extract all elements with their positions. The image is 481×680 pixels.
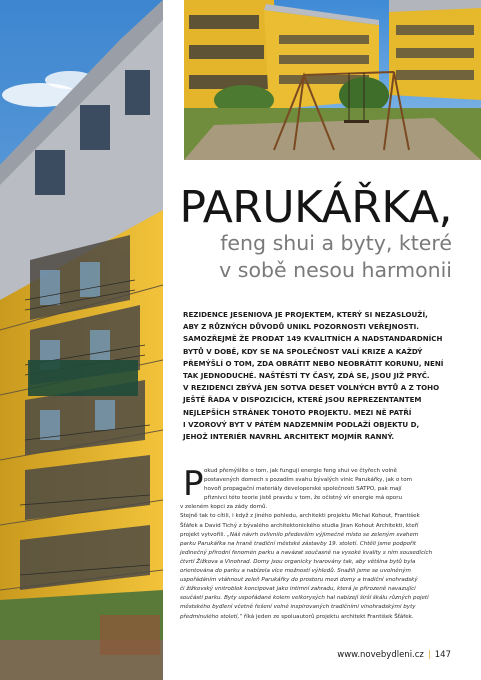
quote-line: či žižkovský vnitroblok koncipovat jako intimní zahradu, která je přirozeně navazující — [180, 586, 416, 593]
body-line: Šťáfek a David Tichý z bývalého architektonického studia Jiran Kohout Architekti, kteří — [180, 522, 419, 529]
body-line: Stejně tak to cítili, i když z jiného pohledu, architekti projektu Michal Kohout, František — [180, 513, 420, 520]
page-footer — [337, 650, 451, 660]
lead-line: ABY Z RŮZNÝCH DŮVODŮ UNIKL POZORNOSTI VEŘEJNOSTI. — [183, 322, 419, 332]
lead-line: PŘEMÝŠLÍ O TOM, ZDA OBRÁTIT NEBO NEOBRÁTIT KORUNU, NENÍ — [183, 358, 444, 368]
lead-line: SAMOZŘEJMĚ ŽE PRODAT 149 KVALITNÍCH A NADSTANDARDNÍCH — [183, 334, 443, 344]
lead-line: V REZIDENCI ZBÝVÁ JEN SOTVA DESET VOLNÝCH BYTŮ A Z TOHO — [183, 383, 440, 393]
page-title: PARUKÁŘKA, — [179, 182, 452, 233]
lead-line: BYTŮ V DOBĚ, KDY SE NA SPOLEČNOST VALÍ KRIZE A KAŽDÝ — [183, 346, 423, 356]
lead-paragraph — [183, 309, 463, 443]
subtitle-line: v sobě nesou harmonii — [219, 258, 452, 282]
quote-line: orientována do parku a nabízela více možností výhledů. Snažili jsme se uvolněným — [180, 568, 411, 575]
lead-line: REZIDENCE JESENIOVA JE PROJEKTEM, KTERÝ SI NEZASLOUŽÍ, — [183, 310, 428, 319]
body-line: hovoří propagační materiály developerské společnosti SATPO, pak mají — [204, 486, 402, 493]
body-line: okud přemýšlíte o tom, jak funguji energie feng shui ve čtyřech volně — [204, 468, 397, 474]
lead-line: JEHOŽ INTERIÉR NAVRHL ARCHITEKT MOJMÍR RANNÝ. — [183, 432, 395, 442]
page-subtitle — [162, 230, 452, 284]
courtyard-playground-photo — [184, 0, 481, 160]
body-text — [180, 464, 462, 622]
lead-line: JEŠTĚ ŘADA V DISPOZICÍCH, KTERÉ JSOU REPREZENTANTEM — [183, 395, 422, 405]
lead-line: TAK JEDNODUCHÉ. NAŠTĚSTÍ TY ČASY, ZDÁ SE, JSOU JIŽ PRYČ. — [183, 371, 430, 381]
body-line: v zeleném kopci za zády domů. — [180, 504, 268, 511]
quote-line: parku Parukářka na hraně tradiční městské zástavby 19. století. Chtěli jsme podpořit — [180, 540, 417, 547]
quote-line: čtvrtí Žižkova a Vinohrad. Domy jsou organicky tvarovány tak, aby většina bytů byla — [180, 558, 416, 565]
body-line — [180, 613, 462, 622]
body-text-run: říká jeden ze spoluautorů projektu architekt František Šťáfek. — [242, 613, 414, 620]
quote-text: „Náš návrh ovlivnilo především výjimečné místo se zeleným svahem — [227, 531, 419, 538]
body-line: přiznivci této teorie jistě pravdu v tom, že očistný vír energie má oporu — [204, 495, 402, 502]
body-line: postavených domech s pozadím svahu bývalých vinic Parukářky, jak o tom — [204, 477, 413, 484]
quote-line: uspořádáním vtáhnout zeleň Parukářky do prostoru mezi domy a tradiční vnohradský — [180, 577, 418, 584]
lead-line: I VZOROVÝ BYT V PÁTÉM NADZEMNÍM PODLAŽÍ OBJEKTU D, — [183, 419, 420, 429]
footer-website: www.novebydleni.cz — [337, 650, 424, 660]
quote-line: městského bydlení včetně řešení volně inspirovaných tradičními vinohradskými byty — [180, 604, 416, 611]
body-text-run: projekt vytvořili. — [180, 531, 228, 538]
footer-separator: | — [427, 650, 431, 660]
quote-line: jedinečný přírodní fenomén parku a navázat současně na vysoké kvality s ním sousedících — [180, 549, 433, 556]
page-number: 147 — [434, 650, 451, 660]
lead-line: NEJLEPŠÍCH STRÁNEK TOHOTO PROJEKTU. MEZI NĚ PATŘÍ — [183, 407, 412, 417]
quote-line: součástí parku. Byty uspořádané kolem velkorysých hal nabízejí širší škálu různých pojetí — [180, 595, 429, 602]
quote-text: předmínulého století,“ — [180, 613, 243, 620]
body-line — [180, 531, 462, 540]
building-facade-photo — [0, 0, 163, 680]
drop-cap: P — [183, 464, 204, 504]
subtitle-line: feng shui a byty, které — [220, 231, 452, 255]
